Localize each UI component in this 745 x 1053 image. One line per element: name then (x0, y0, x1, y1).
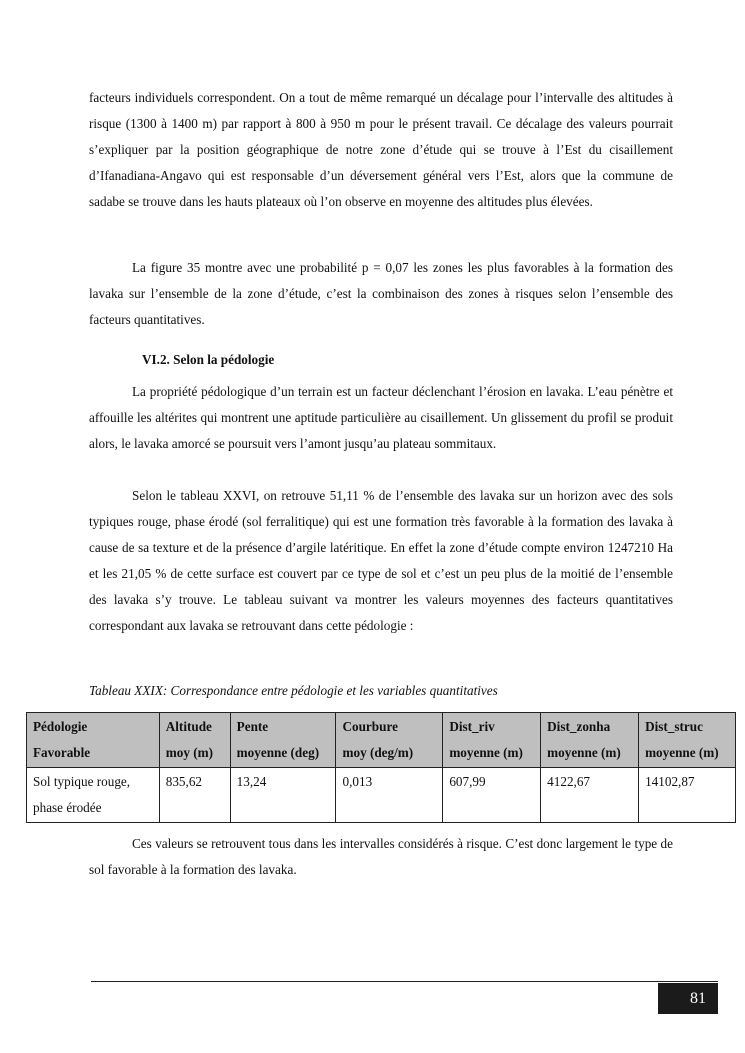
cell-altitude: 835,62 (159, 768, 230, 823)
section-heading: VI.2. Selon la pédologie (142, 352, 275, 367)
paragraph-conclusion: Ces valeurs se retrouvent tous dans les intervalles considérés à risque. C’est donc largement le type de sol favorable à la formation des lavaka. (89, 836, 673, 877)
cell-dist-riv: 607,99 (443, 768, 541, 823)
table-row (27, 768, 736, 823)
header-pente: Pente moyenne (deg) (230, 713, 336, 768)
cell-dist-struc: 14102,87 (639, 768, 736, 823)
cell-pedologie: Sol typique rouge, phase érodée (27, 768, 160, 823)
cell-pente: 13,24 (230, 768, 336, 823)
header-pedologie: Pédologie Favorable (27, 713, 160, 768)
header-dist-zonha: Dist_zonha moyenne (m) (541, 713, 639, 768)
paragraph-figure-35: La figure 35 montre avec une probabilité p = 0,07 les zones les plus favorables à la formation des lavaka sur l’ensemble de la zone d’étude, c’est la combinaison des zones à risques selon l’ensemble des facteurs quantitatives. (89, 260, 673, 327)
table-header-row (27, 713, 736, 768)
paragraph-tableau-xxvi: Selon le tableau XXVI, on retrouve 51,11 % de l’ensemble des lavaka sur un horizon avec des sols typiques rouge, phase érodé (sol ferralitique) qui est une formation très favorable à la formation des lavaka à cause de sa texture et de la présence d’argile latéritique. En effet la zone d’étude compte environ 1247210 Ha et les 21,05 % de cette surface est couvert par ce type de sol et c’est un peu plus de la moitié de l’ensemble des lavaka s’y trouve. Le tableau suivant va montrer les valeurs moyennes des facteurs quantitatives correspondant aux lavaka se retrouvant dans cette pédologie : (89, 488, 673, 633)
table-caption: Tableau XXIX: Correspondance entre pédologie et les variables quantitatives (89, 683, 498, 698)
footer-divider (91, 981, 718, 982)
header-dist-struc: Dist_struc moyenne (m) (639, 713, 736, 768)
paragraph-altitude-discussion: facteurs individuels correspondent. On a tout de même remarqué un décalage pour l’intervalle des altitudes à risque (1300 à 1400 m) par rapport à 800 à 950 m pour le présent travail. Ce décalage des valeurs pourrait s’expliquer par la position géographique de notre zone d’étude qui se trouve à l’Est du cisaillement d’Ifanadiana-Angavo qui est responsable d’un déversement général vers l’Est, alors que la commune de sadabe se trouve dans les hauts plateaux où l’on observe en moyenne des altitudes plus élevées. (89, 90, 673, 209)
cell-dist-zonha: 4122,67 (541, 768, 639, 823)
cell-courbure: 0,013 (336, 768, 443, 823)
header-dist-riv: Dist_riv moyenne (m) (443, 713, 541, 768)
paragraph-pedology-property: La propriété pédologique d’un terrain est un facteur déclenchant l’érosion en lavaka. L’eau pénètre et affouille les altérites qui montrent une aptitude particulière au cisaillement. Un glissement du profil se produit alors, le lavaka amorcé se poursuit vers l’amont jusqu’au plateau sommitaux. (89, 384, 673, 451)
header-altitude: Altitude moy (m) (159, 713, 230, 768)
correspondence-table (26, 712, 736, 823)
page-number: 81 (658, 983, 718, 1014)
header-courbure: Courbure moy (deg/m) (336, 713, 443, 768)
